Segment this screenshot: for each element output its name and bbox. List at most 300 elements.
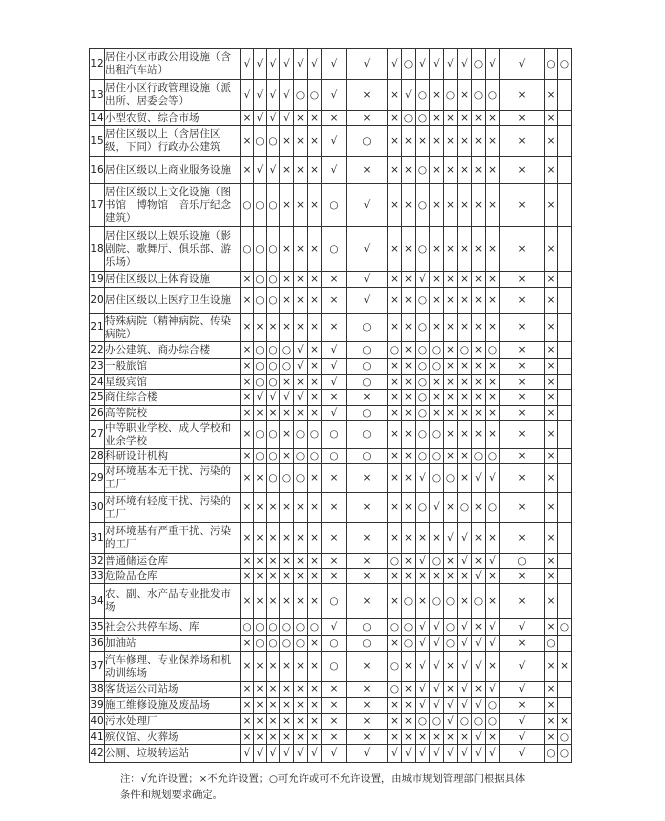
permission-cell: × [444,449,458,464]
permission-cell: × [294,652,308,682]
permission-cell: √ [416,464,430,493]
permission-cell: ○ [241,184,254,227]
table-row [90,554,572,569]
permission-cell: ○ [472,584,486,619]
permission-cell: × [254,569,267,584]
row-number: 31 [90,523,105,554]
permission-cell: √ [322,359,347,375]
permission-cell: ○ [486,698,500,714]
permission-cell: √ [416,619,430,636]
permission-cell: ○ [430,421,444,449]
permission-cell: × [402,449,416,464]
permission-cell: × [402,390,416,406]
facility-name: 居住区级以上商业服务设施 [105,157,241,184]
permission-cell: × [347,464,388,493]
table-row [90,652,572,682]
permission-cell: × [388,375,402,390]
table-row [90,359,572,375]
row-number: 18 [90,227,105,272]
permission-cell: ○ [402,636,416,652]
permission-cell: ○ [241,619,254,636]
permission-cell: × [545,111,558,126]
permission-cell: ○ [388,554,402,569]
permission-cell: × [486,359,500,375]
table-row [90,636,572,652]
permission-cell: ○ [322,652,347,682]
permission-cell: √ [254,49,267,80]
permission-cell: × [308,272,322,288]
row-number: 14 [90,111,104,124]
permission-cell: × [308,406,322,421]
permission-cell: × [294,406,308,421]
permission-cell: ○ [267,272,280,288]
row-number: 33 [90,569,104,582]
permission-cell: × [280,184,294,227]
permission-cell: × [388,698,402,714]
permission-cell: × [402,375,416,390]
permission-cell [558,80,572,111]
facility-name: 殡仪馆、火葬场 [105,730,241,745]
permission-cell: × [280,554,294,569]
permission-cell: × [458,314,472,342]
facility-name: 居住区级以上体育设施 [105,272,241,288]
row-number: 32 [90,554,104,567]
permission-cell: × [472,375,486,390]
permission-cell: × [241,111,254,126]
permission-cell: ○ [416,359,430,375]
permission-cell: × [545,342,558,359]
permission-cell: × [241,493,254,523]
permission-cell: × [308,636,322,652]
row-number: 15 [90,126,105,157]
permission-cell: × [308,184,322,227]
permission-cell: × [280,569,294,584]
permission-cell: ○ [255,449,265,462]
permission-cell: √ [486,636,500,652]
permission-cell: × [241,272,254,288]
permission-cell [558,390,572,406]
permission-cell: × [486,314,500,342]
row-number: 34 [90,584,105,619]
permission-cell: × [294,730,308,745]
table-row [90,49,572,80]
permission-cell: ○ [267,421,280,449]
permission-cell: ○ [280,619,294,636]
permission-cell: √ [472,698,486,714]
row-number: 22 [90,342,105,359]
permission-cell: × [500,227,545,272]
permission-cell: ○ [416,375,430,390]
permission-cell: × [545,390,558,406]
permission-cell: × [294,569,308,584]
permission-cell: √ [388,49,402,80]
permission-cell: √ [388,745,402,763]
permission-cell: √ [322,342,347,359]
facility-name: 汽车修理、专业保养场和机动训练场 [105,652,241,682]
facility-name: 农、副、水产品专业批发市场 [105,584,241,619]
permission-cell: √ [347,272,388,288]
permission-cell: × [308,288,322,314]
permission-cell: √ [430,652,444,682]
permission-cell: × [241,390,254,406]
row-number: 19 [90,272,105,288]
permission-cell: × [294,288,308,314]
permission-cell [558,682,572,698]
permission-cell: × [402,421,416,449]
permission-cell: ○ [322,421,347,449]
permission-cell: × [558,652,572,682]
permission-cell: √ [267,157,280,184]
permission-cell: ○ [402,619,416,636]
permission-cell: × [280,584,294,619]
permission-cell: √ [416,652,430,682]
permission-cell: × [472,390,486,406]
permission-cell: × [444,359,458,375]
permission-cell: × [388,730,402,745]
permission-cell: ○ [545,636,558,652]
permission-cell: √ [486,554,500,569]
permission-cell: × [430,288,444,314]
permission-cell: × [347,682,388,698]
permission-cell: √ [241,80,254,111]
permission-cell: × [280,652,294,682]
permission-cell: × [430,406,444,421]
permission-cell: ○ [486,493,500,523]
permission-cell: × [545,554,558,569]
permission-cell: × [308,464,322,493]
permission-cell: ○ [416,406,430,421]
table-row [90,406,572,421]
permission-cell: × [267,682,280,698]
permission-cell: × [444,272,458,288]
permission-cell: ○ [268,449,278,462]
permission-cell [558,449,572,464]
permission-cell: √ [254,157,267,184]
permission-cell: × [545,619,558,636]
facility-name: 星级宾馆 [105,375,241,390]
table-row [90,714,572,730]
permission-cell: × [294,584,308,619]
permission-cell [558,272,572,288]
permission-cell: × [472,682,486,698]
table-row [90,682,572,698]
permission-cell: ○ [472,49,486,80]
permission-cell: × [472,272,486,288]
permission-cell: √ [254,80,267,111]
permission-cell: × [486,272,500,288]
permission-cell: × [322,714,347,730]
permission-cell: × [500,636,545,652]
permission-cell: ○ [347,126,388,157]
permission-cell: × [280,714,294,730]
permission-cell: ○ [416,157,430,184]
row-number: 37 [90,652,105,682]
permission-cell: × [402,523,416,554]
permission-cell: × [322,554,347,569]
permission-cell: ○ [280,464,294,493]
permission-cell: × [308,126,322,157]
permission-cell: × [545,714,558,730]
permission-cell: √ [322,375,347,390]
permission-cell [558,375,572,390]
permission-cell: × [241,636,254,652]
permission-cell [558,342,572,359]
permission-cell: × [347,714,388,730]
permission-cell: ○ [486,714,500,730]
permission-cell: × [402,682,416,698]
permission-cell: × [322,682,347,698]
permission-cell: × [241,421,254,449]
permission-cell [558,157,572,184]
permission-cell: × [430,184,444,227]
table-row [90,449,572,464]
permission-cell: √ [267,745,280,763]
permission-cell: × [486,421,500,449]
permission-cell: × [241,359,254,375]
permission-cell: ○ [322,636,347,652]
permission-cell: × [486,184,500,227]
permission-cell [558,126,572,157]
permission-cell: √ [280,49,294,80]
permission-cell: × [402,359,416,375]
permission-cell: ○ [347,342,388,359]
permission-cell: √ [458,554,472,569]
permission-cell: ○ [254,421,267,449]
facility-name: 加油站 [105,636,241,652]
permission-cell: × [500,449,545,464]
permission-cell: × [500,390,545,406]
permission-cell: × [347,390,388,406]
permission-cell: √ [347,49,388,80]
permission-cell: × [280,523,294,554]
permission-cell: × [388,406,402,421]
permission-cell: √ [402,80,416,111]
permission-cell: × [280,449,294,464]
permission-cell: × [388,80,402,111]
permission-cell: √ [486,49,500,80]
permission-cell: × [347,652,388,682]
permission-cell: √ [500,714,545,730]
permission-cell: √ [280,745,294,763]
permission-cell: × [430,730,444,745]
permission-cell: √ [267,111,280,126]
permission-cell: × [500,184,545,227]
permission-cell: × [308,342,322,359]
permission-cell: × [280,314,294,342]
permission-cell: √ [444,523,458,554]
permission-cell: × [267,714,280,730]
permission-cell [558,523,572,554]
permission-cell: × [254,714,267,730]
permission-cell: × [486,126,500,157]
permission-cell: ○ [267,184,280,227]
facility-name: 科研设计机构 [105,449,241,464]
permission-cell: × [294,227,308,272]
facility-name: 办公建筑、商办综合楼 [105,342,241,359]
permission-cell: × [254,464,267,493]
permission-cell: × [280,157,294,184]
permission-cell: × [545,421,558,449]
permission-cell: × [267,493,280,523]
permission-cell: ○ [486,80,500,111]
permission-cell: × [308,314,322,342]
permission-cell: × [416,523,430,554]
permission-cell: √ [430,636,444,652]
permission-cell: × [472,406,486,421]
permission-cell [558,184,572,227]
permission-cell: √ [416,49,430,80]
permission-cell: × [486,111,500,126]
permission-cell: ○ [402,111,416,126]
permission-cell: ○ [267,464,280,493]
permission-cell: ○ [308,80,322,111]
table-footnote [120,771,580,803]
permission-cell: √ [500,682,545,698]
permission-cell: × [458,126,472,157]
permission-cell: ○ [347,359,388,375]
permission-cell: × [254,730,267,745]
permission-cell: × [500,406,545,421]
permission-cell: × [280,493,294,523]
permission-cell: × [308,493,322,523]
permission-cell: √ [322,745,347,763]
permission-cell: ○ [558,619,572,636]
permission-cell: ○ [472,80,486,111]
permission-cell: × [402,272,416,288]
permission-cell: × [472,111,486,126]
permission-cell: × [322,698,347,714]
permission-cell: × [545,584,558,619]
permission-cell: × [444,126,458,157]
permission-cell: √ [322,406,347,421]
permission-cell: ○ [416,390,430,406]
permission-cell: × [486,390,500,406]
permission-cell: ○ [430,359,444,375]
permission-cell: × [458,730,472,745]
permission-cell [558,636,572,652]
permission-cell: × [280,682,294,698]
permission-cell: ○ [267,288,280,314]
permission-cell: × [545,288,558,314]
permission-cell: ○ [308,449,322,464]
permission-cell [558,493,572,523]
permission-cell: × [545,314,558,342]
row-number: 16 [90,157,105,184]
permission-cell [558,698,572,714]
permission-cell: √ [254,111,267,126]
permission-cell: √ [347,184,388,227]
permission-cell: ○ [430,342,444,359]
permission-cell: × [472,184,486,227]
permission-cell: × [241,464,254,493]
permission-cell: × [308,227,322,272]
permission-cell: √ [458,636,472,652]
permission-cell: × [500,584,545,619]
facility-name: 施工维修设施及废品场 [105,698,241,714]
table-row [90,584,572,619]
permission-cell: × [545,359,558,375]
permission-cell: × [500,421,545,449]
permission-cell: × [472,342,486,359]
permission-cell: ○ [416,493,430,523]
permission-cell: × [294,375,308,390]
permission-cell: ○ [254,126,267,157]
facility-name: 居住小区市政公用设施（含出租汽车站） [105,49,241,80]
permission-cell: ○ [268,375,278,388]
table-row [90,569,572,584]
permission-cell: √ [458,745,472,763]
permission-cell: ○ [430,554,444,569]
permission-cell: × [388,493,402,523]
table-row [90,390,572,406]
permission-cell: √ [241,745,254,763]
permission-cell: × [458,111,472,126]
permission-cell: ○ [254,619,267,636]
permission-cell: × [388,359,402,375]
row-number: 38 [90,682,105,698]
permission-cell: × [388,714,402,730]
permission-cell: × [444,157,458,184]
permission-cell: √ [430,493,444,523]
permission-cell: × [458,157,472,184]
permission-cell: √ [458,619,472,636]
row-number: 35 [90,619,105,636]
permission-cell: √ [308,49,322,80]
permission-cell: × [347,584,388,619]
permission-cell: √ [472,636,486,652]
permission-cell: × [444,682,458,698]
permission-cell: × [545,126,558,157]
permission-cell: ○ [254,342,267,359]
row-number: 24 [90,375,104,388]
permission-cell: × [458,464,472,493]
permission-cell: × [294,314,308,342]
permission-cell: √ [308,745,322,763]
row-number: 29 [90,464,105,493]
permission-cell: ○ [416,111,430,126]
permission-cell: × [545,449,558,464]
row-number: 26 [90,406,104,419]
row-number: 21 [90,314,105,342]
permission-cell: ○ [254,359,267,375]
permission-cell: × [500,464,545,493]
permission-cell: × [267,523,280,554]
permission-cell: ○ [267,619,280,636]
table-row [90,157,572,184]
permission-cell: ○ [500,554,545,569]
permission-cell: × [458,584,472,619]
permission-cell: × [347,730,388,745]
permission-cell: × [545,698,558,714]
permission-cell [558,314,572,342]
permission-cell: × [308,554,322,569]
facility-name: 对环境有轻度干扰、污染的工厂 [105,493,241,523]
permission-cell: × [308,584,322,619]
permission-cell: ○ [322,449,347,464]
permission-cell: × [430,111,444,126]
permission-cell: ○ [458,342,472,359]
permission-cell: × [388,157,402,184]
footnote-line-1: 注：√允许设置；×不允许设置；○可允许或可不允许设置，由城市规划管理部门根据具体 [120,773,526,785]
permission-cell: ○ [294,80,308,111]
permission-cell: × [545,523,558,554]
permission-cell: × [308,390,322,406]
table-row [90,464,572,493]
permission-cell: ○ [416,714,430,730]
permission-cell: × [402,157,416,184]
permission-cell: × [388,636,402,652]
permission-cell: ○ [388,682,402,698]
